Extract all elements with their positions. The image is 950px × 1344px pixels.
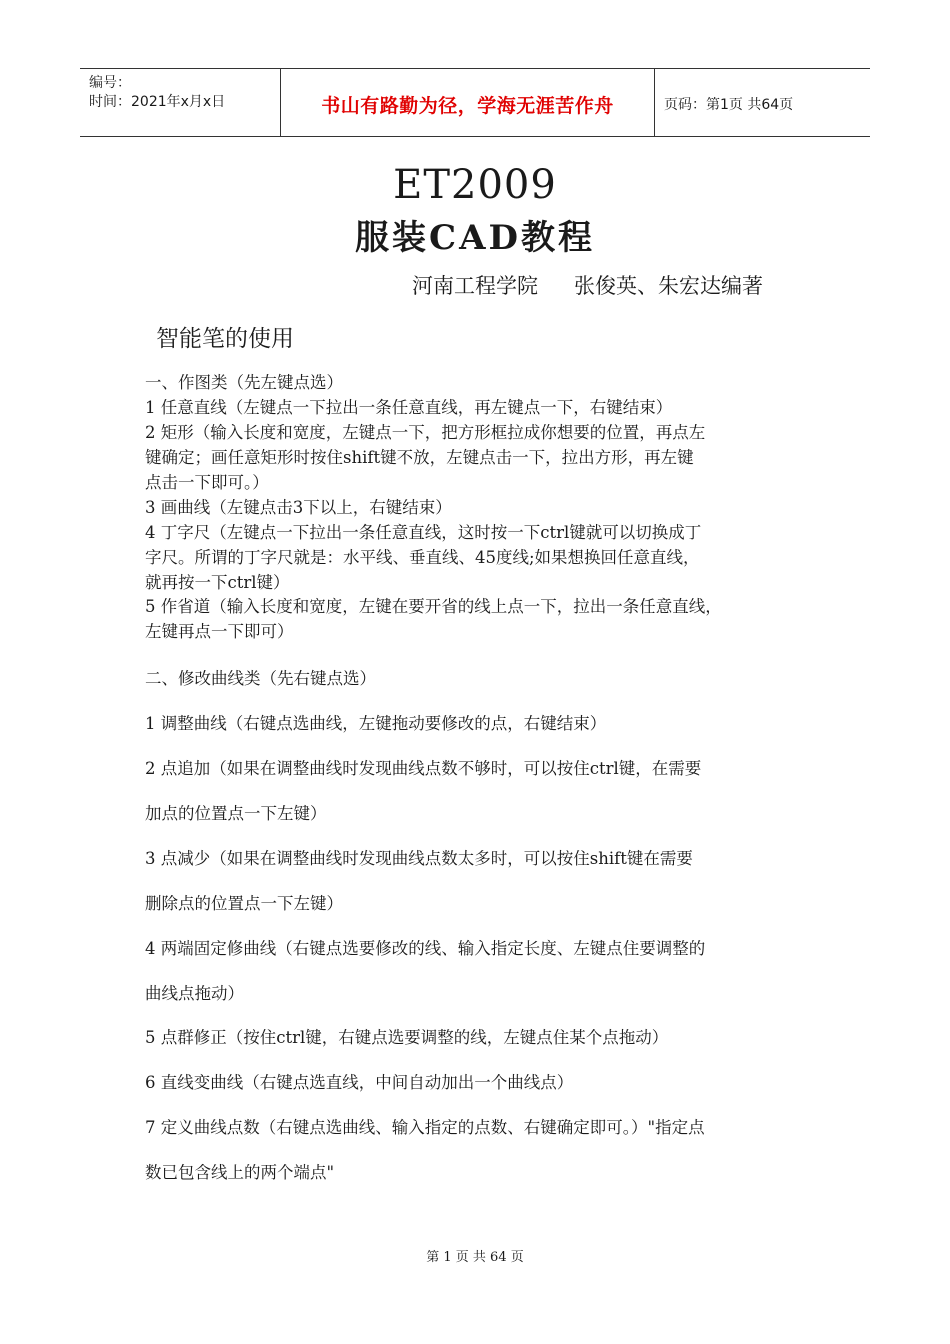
header-left-cell <box>80 69 280 136</box>
authors: 张俊英、朱宏达编著 <box>574 274 763 298</box>
text-line: 5 点群修正（按住ctrl键，右键点选要调整的线，左键点住某个点拖动） <box>145 1028 669 1047</box>
text-line: 3 点减少（如果在调整曲线时发现曲线点数太多时，可以按住shift键在需要 <box>145 849 693 868</box>
text-line: 4 丁字尺（左键点一下拉出一条任意直线，这时按一下ctrl键就可以切换成丁 <box>145 523 702 542</box>
text-line: 2 矩形（输入长度和宽度，左键点一下，把方形框拉成你想要的位置，再点左 <box>145 423 706 442</box>
text-line: 2 点追加（如果在调整曲线时发现曲线点数不够时，可以按住ctrl键，在需要 <box>145 759 702 778</box>
text-line: 5 作省道（输入长度和宽度，左键在要开省的线上点一下，拉出一条任意直线， <box>145 597 722 616</box>
doc-title-line1: ET2009 <box>393 162 557 208</box>
header-page-cell <box>654 69 870 136</box>
page-info: 页码：第1页 共64页 <box>664 97 794 113</box>
text-line: 1 任意直线（左键点一下拉出一条任意直线，再左键点一下，右键结束） <box>145 398 673 417</box>
doc-title-line2: 服装CAD教程 <box>355 218 595 258</box>
text-line: 键确定；画任意矩形时按住shift键不放，左键点击一下，拉出方形，再左键 <box>145 448 694 467</box>
page-footer: 第 1 页 共 64 页 <box>426 1250 524 1265</box>
institution: 河南工程学院 <box>412 274 538 298</box>
header-motto-cell <box>280 69 655 136</box>
number-label: 编号： <box>89 75 131 91</box>
text-line: 数已包含线上的两个端点" <box>145 1163 335 1182</box>
text-line: 6 直线变曲线（右键点选直线，中间自动加出一个曲线点） <box>145 1073 574 1092</box>
page-header <box>80 68 870 137</box>
text-line: 3 画曲线（左键点击3下以上，右键结束） <box>145 498 452 517</box>
text-line: 点击一下即可。） <box>145 473 269 492</box>
author-line <box>412 270 763 300</box>
text-line: 曲线点拖动） <box>145 984 244 1003</box>
text-line: 加点的位置点一下左键） <box>145 804 327 823</box>
text-line: 左键再点一下即可） <box>145 622 294 641</box>
date-line: 时间：2021年x月x日 <box>89 94 226 110</box>
text-line: 字尺。所谓的丁字尺就是：水平线、垂直线、45度线;如果想换回任意直线， <box>145 548 700 567</box>
text-line: 一、作图类（先左键点选） <box>145 373 343 392</box>
text-line: 就再按一下ctrl键） <box>145 573 290 592</box>
motto: 书山有路勤为径，学海无涯苦作舟 <box>321 95 614 117</box>
text-line: 4 两端固定修曲线（右键点选要修改的线、输入指定长度、左键点住要调整的 <box>145 939 706 958</box>
text-line: 1 调整曲线（右键点选曲线，左键拖动要修改的点，右键结束） <box>145 714 607 733</box>
text-line: 7 定义曲线点数（右键点选曲线、输入指定的点数、右键确定即可。）"指定点 <box>145 1118 705 1137</box>
section-title: 智能笔的使用 <box>156 326 294 352</box>
text-line: 删除点的位置点一下左键） <box>145 894 343 913</box>
text-line: 二、修改曲线类（先右键点选） <box>145 669 376 688</box>
